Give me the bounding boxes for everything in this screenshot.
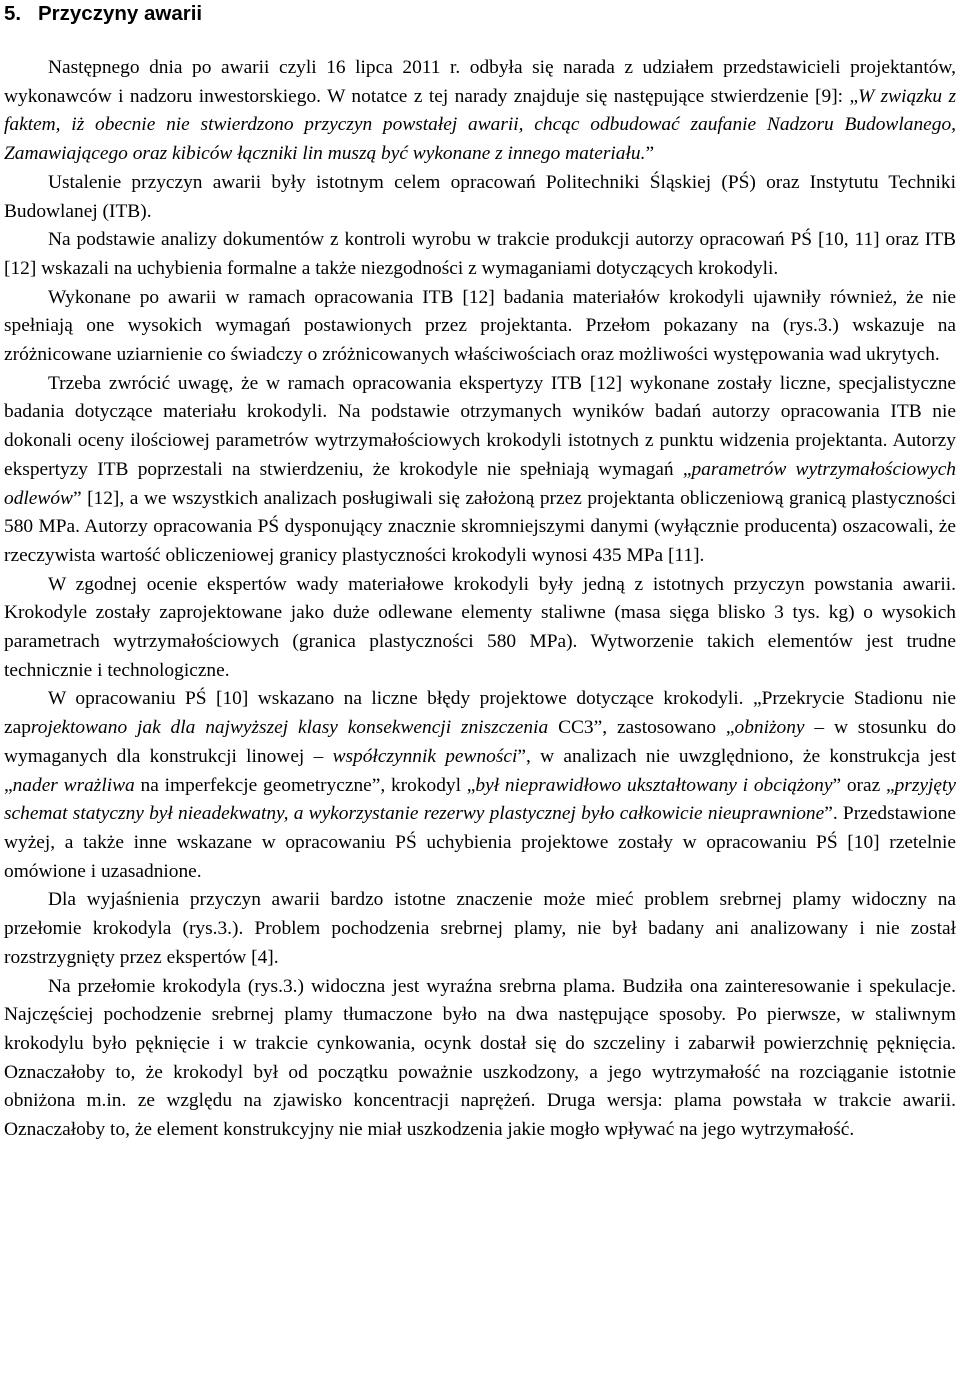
section-number: 5. (4, 2, 22, 25)
paragraph (4, 54, 956, 169)
paragraph (4, 169, 956, 226)
italic-quote: był nieprawidłowo ukształtowany i obciążony (475, 774, 833, 796)
italic-quote: nader wrażliwa (12, 774, 135, 796)
italic-quote: rojektowano jak dla najwyższej klasy konsekwencji zniszczenia (30, 717, 549, 739)
italic-quote: współczynnik pewności (332, 745, 518, 767)
paragraph (4, 226, 956, 283)
text-run: ”. Przedstawione wyżej, a także inne wskazane w opracowaniu PŚ uchybienia projektowe zostały w opracowaniu PŚ [10] rzetelnie omówione i uzasadnione. (4, 803, 956, 882)
text-run: ” oraz „ (832, 774, 895, 796)
paragraph (4, 370, 956, 571)
italic-quote: W związku z faktem, iż obecnie nie stwierdzono przyczyn powstałej awarii, chcąc odbudować zaufanie Nadzoru Budowlanego, Zamawiającego oraz kibiców łączniki lin muszą być wykonane z innego materiału. (4, 85, 956, 165)
paragraph (4, 973, 956, 1145)
text-run: Następnego dnia po awarii czyli 16 lipca 2011 r. odbyła się narada z udziałem przedstawicieli projektantów, wykonawców i nadzoru inwestorskiego. W notatce z tej narady znajduje się następujące stwierdzenie [9]: „ (4, 57, 956, 107)
text-run: Ustalenie przyczyn awarii były istotnym celem opracowań Politechniki Śląskiej (PŚ) oraz Instytutu Techniki Budowlanej (ITB). (4, 171, 956, 222)
text-run: Wykonane po awarii w ramach opracowania ITB [12] badania materiałów krokodyli ujawniły również, że nie spełniają one wysokich wymagań postawionych przez projektanta. Przełom pokazany na (rys.3.) wskazuje na zróżnicowane uziarnienie co świadczy o zróżnicowanych właściwościach oraz możliwości występowania wad ukrytych. (4, 286, 956, 366)
text-run: na imperfekcje geometryczne”, krokodyl „ (134, 774, 476, 796)
paragraph (4, 685, 956, 886)
text-run: W opracowaniu PŚ [10] wskazano na liczne błędy projektowe dotyczące krokodyli. „Przekrycie Stadionu nie zap (4, 688, 956, 739)
text-run: – w stosunku do wymaganych dla konstrukcji linowej – (4, 717, 957, 767)
paragraph (4, 284, 956, 370)
text-run: ” [12], a we wszystkich analizach posługiwali się założoną przez projektanta obliczeniową granicą plastyczności 580 MPa. Autorzy opracowania PŚ dysponujący znacznie skromniejszymi danymi (wyłącznie producenta) oszacowali, że rzeczywista wartość obliczeniowej granicy plastyczności krokodyli wynosi 435 MPa [11]. (4, 487, 956, 566)
document-page (4, 0, 956, 1145)
text-run: W zgodnej ocenie ekspertów wady materiałowe krokodyli były jedną z istotnych przyczyn powstania awarii. Krokodyle zostały zaprojektowane jako duże odlewane elementy staliwne (masa sięga blisko 3 tys. kg) o wysokich parametrach wytrzymałościowych (granica plastyczności 580 MPa). Wytworzenie takich elementów jest trudne technicznie i technologiczne. (4, 573, 956, 681)
italic-quote: obniżony (734, 717, 805, 739)
italic-quote: parametrów wytrzymałościowych odlewów (4, 458, 956, 509)
section-title: Przyczyny awarii (38, 2, 203, 25)
paragraph (4, 886, 956, 972)
italic-quote: przyjęty schemat statyczny był nieadekwatny, a wykorzystanie rezerwy plastycznej było całkowicie nieuprawnione (4, 774, 956, 825)
paragraph (4, 571, 956, 686)
text-run: Trzeba zwrócić uwagę, że w ramach opracowania ekspertyzy ITB [12] wykonane zostały liczne, specjalistyczne badania dotyczące materiału krokodyli. Na podstawie otrzymanych wyników badań autorzy opracowania ITB nie dokonali oceny ilościowej parametrów wytrzymałościowych krokodyli istotnych z punktu widzenia projektanta. Autorzy ekspertyzy ITB poprzestali na stwierdzeniu, że krokodyle nie spełniają wymagań „ (4, 372, 956, 480)
text-run: CC3”, zastosowano „ (548, 717, 735, 739)
text-run: ”, w analizach nie uwzględniono, że konstrukcja jest „ (4, 745, 956, 796)
text-run: Na przełomie krokodyla (rys.3.) widoczna jest wyraźna srebrna plama. Budziła ona zainteresowanie i spekulacje. Najczęściej pochodzenie srebrnej plamy tłumaczone było na dwa następujące sposoby. Po pierwsze, w staliwnym krokodylu było pęknięcie i w trakcie cynkowania, ocynk dostał się do szczeliny i zabarwił powierzchnię pęknięcia. Oznaczałoby to, że krokodyl był od początku poważnie uszkodzony, a jego wytrzymałość na rozciąganie istotnie obniżona m.in. ze względu na zjawisko koncentracji naprężeń. Druga wersja: plama powstała w trakcie awarii. Oznaczałoby to, że element konstrukcyjny nie miał uszkodzenia jakie mogło wpływać na jego wytrzymałość. (4, 975, 956, 1141)
section-body (4, 54, 956, 1145)
text-run: Dla wyjaśnienia przyczyn awarii bardzo istotne znaczenie może mieć problem srebrnej plamy widoczny na przełomie krokodyla (rys.3.). Problem pochodzenia srebrnej plamy, nie był badany ani analizowany i nie został rozstrzygnięty przez ekspertów [4]. (4, 889, 956, 968)
section-heading (4, 0, 956, 54)
text-run: Na podstawie analizy dokumentów z kontroli wyrobu w trakcie produkcji autorzy opracowań PŚ [10, 11] oraz ITB [12] wskazali na uchybienia formalne a także niezgodności z wymaganiami dotyczących krokodyli. (4, 229, 956, 279)
text-run: ” (645, 143, 655, 165)
